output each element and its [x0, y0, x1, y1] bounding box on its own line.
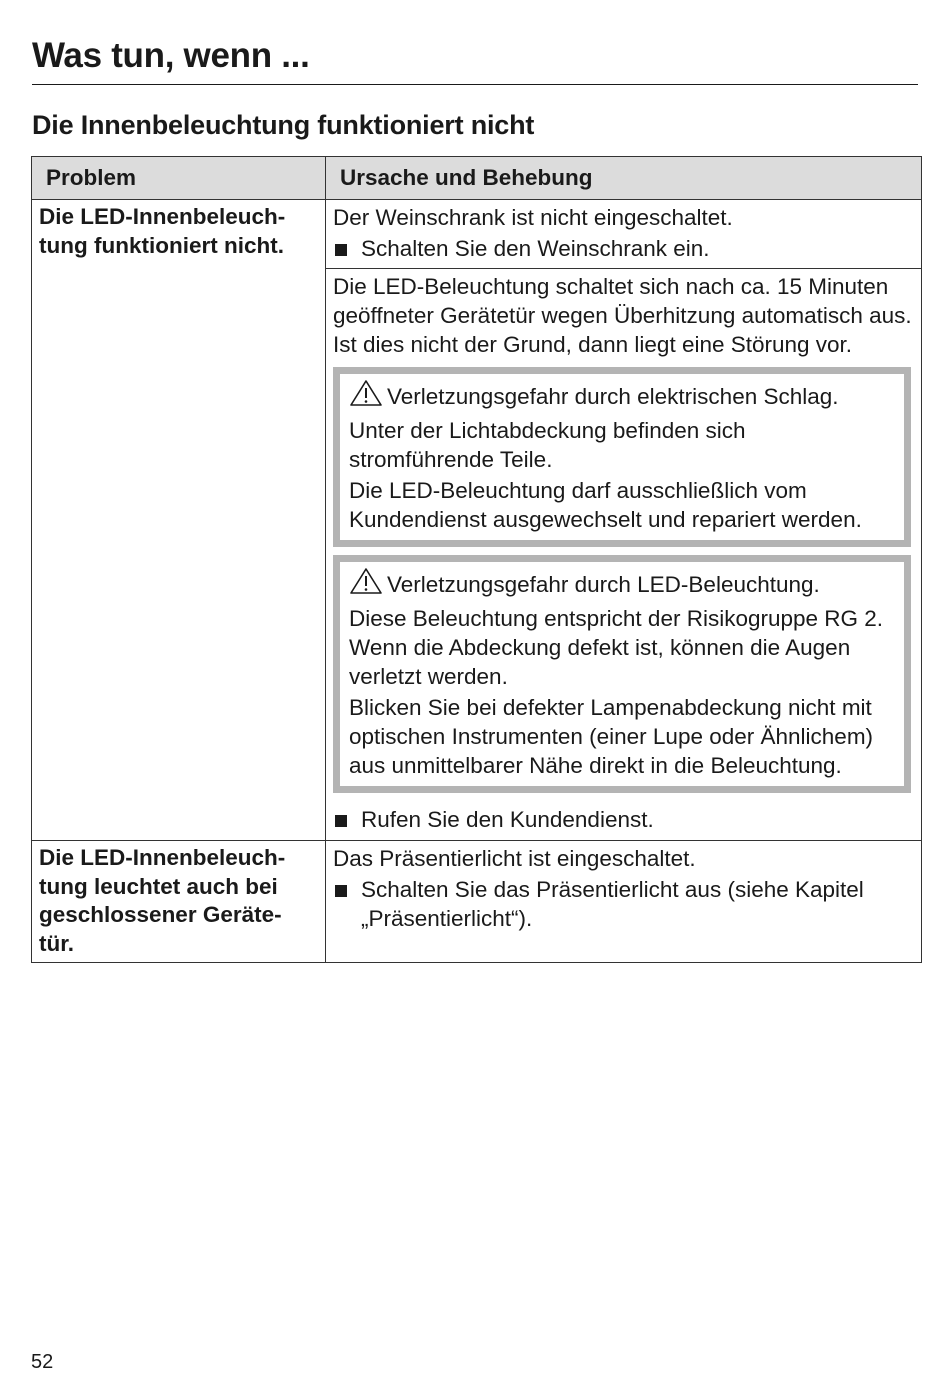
problem-cell: Die LED-Innenbeleuch- tung funktioniert nicht.	[32, 200, 326, 841]
cause-cell	[326, 200, 922, 269]
action-text: Rufen Sie den Kundendienst.	[361, 807, 654, 832]
action-item	[333, 875, 913, 933]
table-header-row	[32, 157, 922, 200]
action-item	[333, 234, 913, 263]
warning-box	[333, 367, 911, 547]
troubleshooting-table	[31, 156, 922, 963]
cause-text: Ist dies nicht der Grund, dann liegt eine Störung vor.	[333, 332, 853, 357]
table-row	[32, 200, 922, 269]
warning-text: Diese Beleuchtung entspricht der Risikogruppe RG 2. Wenn die Abdeckung defekt ist, können die Augen verletzt werden.	[349, 606, 884, 689]
warning-box	[333, 555, 911, 793]
warning-title: Verletzungsgefahr durch elektrischen Schlag.	[387, 384, 839, 409]
section-title: Die Innenbeleuchtung funktioniert nicht	[32, 110, 535, 140]
action-text: Schalten Sie das Präsentierlicht aus (siehe Kapitel „Präsentierlicht“).	[361, 877, 864, 931]
page-title: Was tun, wenn ...	[32, 36, 310, 75]
warning-text: Unter der Lichtabdeckung befinden sich stromführende Teile.	[349, 418, 746, 472]
cause-text: Das Präsentierlicht ist eingeschaltet.	[333, 846, 696, 871]
warning-title: Verletzungsgefahr durch LED-Beleuchtung.	[387, 572, 820, 597]
action-text: Schalten Sie den Weinschrank ein.	[361, 236, 710, 261]
warning-text: Blicken Sie bei defekter Lampenabdeckung nicht mit optischen Instrumenten (einer Lupe oder Ähnlichem) aus unmittelbarer Nähe direkt in die Beleuchtung.	[349, 695, 874, 778]
cause-cell	[326, 269, 922, 841]
page-number: 52	[31, 1351, 54, 1373]
warning-triangle-icon	[349, 567, 383, 602]
square-bullet-icon	[335, 815, 347, 827]
warning-text: Die LED-Beleuchtung darf ausschließlich vom Kundendienst ausgewechselt und repariert werden.	[349, 478, 862, 532]
cause-cell	[326, 841, 922, 963]
column-header-problem: Problem	[32, 157, 326, 200]
square-bullet-icon	[335, 244, 347, 256]
cause-text: Die LED-Beleuchtung schaltet sich nach ca. 15 Minuten geöffneter Gerätetür wegen Überhitzung automatisch aus.	[333, 274, 912, 328]
action-item	[333, 805, 913, 834]
title-divider	[32, 84, 918, 85]
problem-cell: Die LED-Innenbeleuch- tung leuchtet auch bei geschlossener Geräte- tür.	[32, 841, 326, 963]
square-bullet-icon	[335, 885, 347, 897]
table-row	[32, 841, 922, 963]
cause-text: Der Weinschrank ist nicht eingeschaltet.	[333, 205, 733, 230]
warning-triangle-icon	[349, 379, 383, 414]
column-header-cause: Ursache und Behebung	[326, 157, 922, 200]
